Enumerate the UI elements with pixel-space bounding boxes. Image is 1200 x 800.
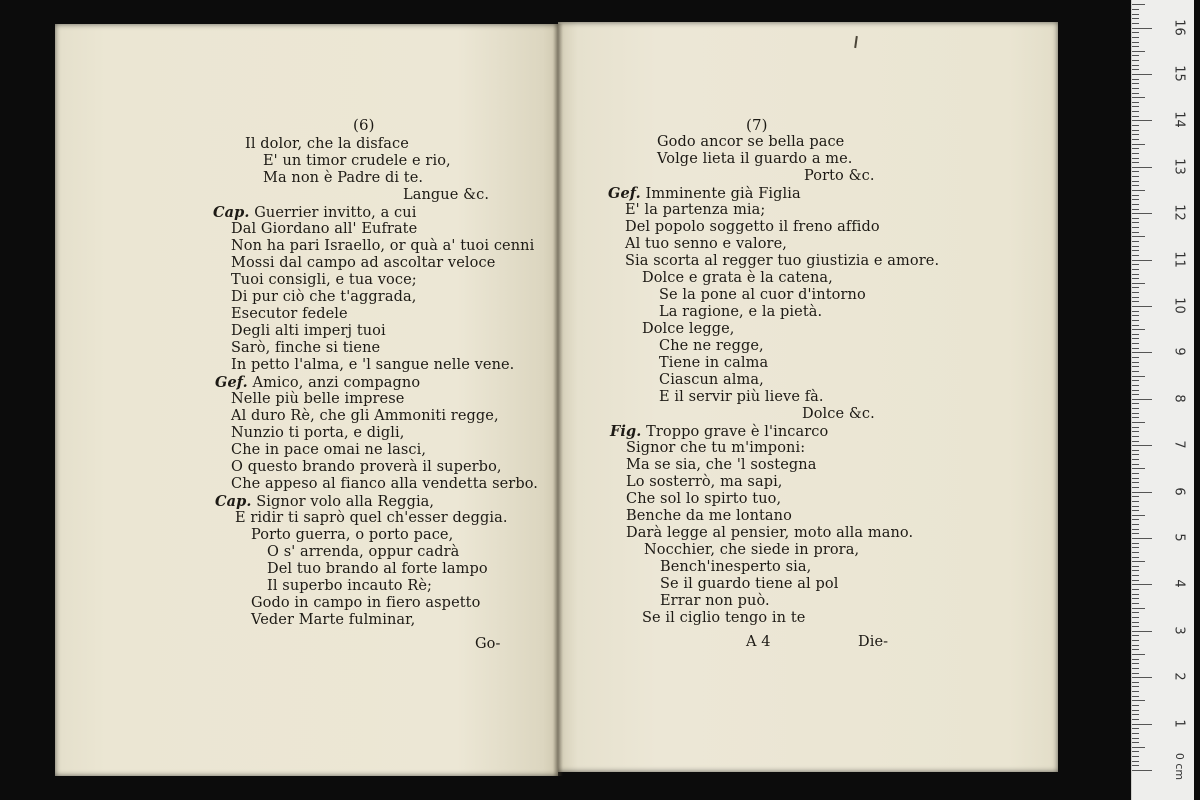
- ruler-tick: [1132, 468, 1145, 469]
- speaker-tag: Cap.: [213, 204, 250, 221]
- verse-line: Che ne regge,: [659, 338, 764, 354]
- book-gutter: [553, 24, 563, 776]
- ruler-tick: [1132, 42, 1139, 43]
- speaker-line: Gef. Imminente già Figlia: [608, 185, 801, 202]
- verse-line: In petto l'alma, e 'l sangue nelle vene.: [231, 357, 515, 373]
- verse-line: Al tuo senno e valore,: [625, 236, 787, 252]
- speaker-tag: Gef.: [215, 374, 248, 391]
- verse-line: Al duro Rè, che gli Ammoniti regge,: [231, 408, 499, 424]
- ruler-tick: [1132, 673, 1139, 674]
- verse-line: Ciascun alma,: [659, 372, 764, 388]
- ruler-tick: [1132, 190, 1145, 191]
- ruler-number: 1: [1171, 719, 1187, 728]
- ruler-tick: [1132, 640, 1139, 641]
- ruler-tick: [1132, 677, 1152, 678]
- ruler-number: 6: [1171, 487, 1187, 496]
- ruler-tick: [1132, 79, 1139, 80]
- ruler-tick: [1132, 348, 1139, 349]
- ruler-tick: [1132, 181, 1139, 182]
- stage-direction: Langue &c.: [403, 187, 490, 203]
- verse-line: O questo brando proverà il superbo,: [231, 459, 502, 475]
- verse-line: O s' arrenda, oppur cadrà: [267, 544, 460, 560]
- verse-line: Nocchier, che siede in prora,: [644, 542, 860, 558]
- verse-line: Di pur ciò che t'aggrada,: [231, 289, 417, 305]
- ruler-tick: [1132, 631, 1152, 632]
- ruler-tick: [1132, 454, 1139, 455]
- ruler-tick: [1132, 255, 1139, 256]
- ruler-tick: [1132, 515, 1145, 516]
- ruler-number: 14: [1171, 111, 1187, 128]
- ruler-tick: [1132, 385, 1139, 386]
- ruler-tick: [1132, 594, 1139, 595]
- verse-line: Dolce legge,: [642, 321, 735, 337]
- ruler-tick: [1132, 464, 1139, 465]
- ruler-tick: [1132, 751, 1139, 752]
- ruler-tick: [1132, 612, 1139, 613]
- ruler-number: 4: [1171, 579, 1187, 588]
- ruler-tick: [1132, 297, 1139, 298]
- ruler-tick: [1132, 371, 1139, 372]
- stage-direction: Dolce &c.: [802, 406, 875, 422]
- verse-line: Dal Giordano all' Eufrate: [231, 221, 418, 237]
- ruler-tick: [1132, 533, 1139, 534]
- ruler-tick: [1132, 139, 1139, 140]
- ruler-tick: [1132, 492, 1152, 493]
- verse-line: Ma non è Padre di te.: [263, 170, 424, 186]
- ruler-tick: [1132, 134, 1139, 135]
- verse-line: Tuoi consigli, e tua voce;: [231, 272, 417, 288]
- ruler-tick: [1132, 659, 1139, 660]
- ruler-tick: [1132, 742, 1139, 743]
- ruler-tick: [1132, 654, 1145, 655]
- verse-line: Nelle più belle imprese: [231, 391, 405, 407]
- ruler-tick: [1132, 55, 1139, 56]
- ruler-tick: [1132, 557, 1139, 558]
- ruler-tick: [1132, 719, 1139, 720]
- ruler-tick: [1132, 199, 1139, 200]
- ruler-tick: [1132, 626, 1139, 627]
- ruler-tick: [1132, 459, 1139, 460]
- ruler-tick: [1132, 714, 1139, 715]
- ruler-tick: [1132, 473, 1139, 474]
- ruler-tick: [1132, 756, 1139, 757]
- ruler-tick: [1132, 74, 1152, 75]
- ruler-number: 10: [1171, 297, 1187, 314]
- verse-line: Volge lieta il guardo a me.: [657, 151, 853, 167]
- ruler-number: 12: [1171, 204, 1187, 221]
- verse-line: Godo in campo in fiero aspetto: [251, 595, 481, 611]
- verse-line: La ragione, e la pietà.: [659, 304, 823, 320]
- speaker-line: Fig. Troppo grave è l'incarco: [610, 423, 829, 440]
- signature-mark: A 4: [746, 634, 771, 650]
- ruler-tick: [1132, 700, 1145, 701]
- ruler-tick: [1132, 185, 1139, 186]
- ruler-tick: [1132, 14, 1139, 15]
- ruler-tick: [1132, 260, 1152, 261]
- ruler-tick: [1132, 413, 1139, 414]
- verse-line: E' un timor crudele e rio,: [263, 153, 451, 169]
- verse-line: Benche da me lontano: [626, 508, 792, 524]
- ruler-number: 2: [1171, 672, 1187, 681]
- ruler-tick: [1132, 232, 1139, 233]
- ruler-unit-label: 0 cm: [1173, 752, 1187, 781]
- verse-line: Il dolor, che la disface: [245, 136, 409, 152]
- verse-line: E ridir ti saprò quel ch'esser deggia.: [235, 510, 508, 526]
- verse-line: Lo sosterrò, ma sapi,: [626, 474, 783, 490]
- ruler-tick: [1132, 311, 1139, 312]
- ruler-tick: [1132, 144, 1145, 145]
- ruler-number: 11: [1171, 251, 1187, 268]
- ruler-tick: [1132, 575, 1139, 576]
- ruler-tick: [1132, 37, 1139, 38]
- ruler-tick: [1132, 635, 1139, 636]
- ruler-tick: [1132, 598, 1139, 599]
- ruler-tick: [1132, 519, 1139, 520]
- ruler-tick: [1132, 450, 1139, 451]
- ruler-tick: [1132, 246, 1139, 247]
- ruler-number: 16: [1171, 19, 1187, 36]
- ruler-tick: [1132, 501, 1139, 502]
- ruler-tick: [1132, 376, 1145, 377]
- ruler-tick: [1132, 399, 1152, 400]
- ruler-tick: [1132, 649, 1139, 650]
- verse-line: Signor che tu m'imponi:: [626, 440, 806, 456]
- ruler-tick: [1132, 390, 1139, 391]
- speaker-line: Cap. Guerrier invitto, a cui: [213, 204, 417, 221]
- verse-line: Se il guardo tiene al pol: [660, 576, 839, 592]
- verse-line: Che in pace omai ne lasci,: [231, 442, 427, 458]
- speaker-line: Cap. Signor volo alla Reggia,: [215, 493, 435, 510]
- ruler-tick: [1132, 765, 1139, 766]
- ruler-tick: [1132, 264, 1139, 265]
- ruler-tick: [1132, 204, 1139, 205]
- ruler-tick: [1132, 46, 1139, 47]
- ruler-tick: [1132, 552, 1139, 553]
- ruler-tick: [1132, 334, 1139, 335]
- ruler-number: 3: [1171, 626, 1187, 635]
- speaker-tag: Gef.: [608, 185, 641, 202]
- ruler-tick: [1132, 738, 1139, 739]
- speaker-line: Gef. Amico, anzi compagno: [215, 374, 421, 391]
- ruler-tick: [1132, 603, 1139, 604]
- ruler-tick: [1132, 69, 1139, 70]
- ruler-tick: [1132, 60, 1139, 61]
- ruler-tick: [1132, 315, 1139, 316]
- ruler-tick: [1132, 153, 1139, 154]
- ruler-tick: [1132, 441, 1139, 442]
- verse-line: Esecutor fedele: [231, 306, 348, 322]
- verse-line: Non ha pari Israello, or quà a' tuoi cenni: [231, 238, 535, 254]
- ruler-tick: [1132, 770, 1152, 771]
- ruler-tick: [1132, 617, 1139, 618]
- ruler-tick: [1132, 241, 1139, 242]
- ruler-number: 7: [1171, 440, 1187, 449]
- ruler-tick: [1132, 195, 1139, 196]
- verse-line: Del popolo soggetto il freno affido: [625, 219, 880, 235]
- ruler-tick: [1132, 543, 1139, 544]
- ruler-tick: [1132, 83, 1139, 84]
- ruler-tick: [1132, 320, 1139, 321]
- ruler-tick: [1132, 478, 1139, 479]
- ruler-tick: [1132, 93, 1139, 94]
- stage-direction: Porto &c.: [804, 168, 875, 184]
- verse-line: Bench'inesperto sia,: [660, 559, 812, 575]
- ruler-tick: [1132, 283, 1145, 284]
- ruler-tick: [1132, 102, 1139, 103]
- ruler-tick: [1132, 668, 1139, 669]
- ruler-tick: [1132, 65, 1139, 66]
- speaker-tag: Fig.: [610, 423, 642, 440]
- page-number-left: (6): [353, 116, 375, 134]
- verse-line: Del tuo brando al forte lampo: [267, 561, 488, 577]
- ruler-tick: [1132, 547, 1139, 548]
- ruler-tick: [1132, 4, 1145, 5]
- ruler-tick: [1132, 158, 1139, 159]
- ruler-tick: [1132, 538, 1152, 539]
- ruler-tick: [1132, 427, 1139, 428]
- verse-line: Sarò, finche si tiene: [231, 340, 381, 356]
- ruler-tick: [1132, 408, 1139, 409]
- ruler-tick: [1132, 510, 1139, 511]
- verse-line: Mossi dal campo ad ascoltar veloce: [231, 255, 496, 271]
- ruler-tick: [1132, 176, 1139, 177]
- verse-line: Il superbo incauto Rè;: [267, 578, 432, 594]
- verse-line: Errar non può.: [660, 593, 770, 609]
- verse-line: Nunzio ti porta, e digli,: [231, 425, 405, 441]
- ruler-tick: [1132, 422, 1145, 423]
- catchword: Die-: [858, 634, 889, 650]
- ruler-tick: [1132, 278, 1139, 279]
- ruler-tick: [1132, 696, 1139, 697]
- ruler-tick: [1132, 506, 1139, 507]
- catchword: Go-: [475, 636, 501, 652]
- ruler-tick: [1132, 301, 1139, 302]
- ruler-tick: [1132, 733, 1139, 734]
- verse-line: Se la pone al cuor d'intorno: [659, 287, 866, 303]
- ruler-tick: [1132, 329, 1145, 330]
- ruler-tick: [1132, 32, 1139, 33]
- ruler-tick: [1132, 570, 1139, 571]
- verse-line: Veder Marte fulminar,: [251, 612, 416, 628]
- verse-line: E il servir più lieve fà.: [659, 389, 824, 405]
- ruler-tick: [1132, 566, 1139, 567]
- ruler-number: 13: [1171, 158, 1187, 175]
- ruler-tick: [1132, 352, 1152, 353]
- verse-line: Darà legge al pensier, moto alla mano.: [626, 525, 914, 541]
- verse-line: Godo ancor se bella pace: [657, 134, 845, 150]
- ruler-tick: [1132, 529, 1139, 530]
- ruler-tick: [1132, 728, 1139, 729]
- ruler-tick: [1132, 686, 1139, 687]
- ruler-tick: [1132, 366, 1139, 367]
- ruler-tick: [1132, 130, 1139, 131]
- ruler-tick: [1132, 125, 1139, 126]
- ruler-tick: [1132, 51, 1145, 52]
- ruler-tick: [1132, 250, 1139, 251]
- right-page: [558, 22, 1058, 772]
- verse-line: Degli alti imperj tuoi: [231, 323, 386, 339]
- ruler-tick: [1132, 482, 1139, 483]
- ruler-tick: [1132, 580, 1139, 581]
- ruler-tick: [1132, 269, 1139, 270]
- ruler-tick: [1132, 9, 1139, 10]
- ruler-tick: [1132, 306, 1152, 307]
- ruler-tick: [1132, 524, 1139, 525]
- verse-line: E' la partenza mia;: [625, 202, 766, 218]
- ruler-tick: [1132, 380, 1139, 381]
- ruler-tick: [1132, 357, 1139, 358]
- ruler-tick: [1132, 325, 1139, 326]
- ruler-tick: [1132, 236, 1145, 237]
- ruler-tick: [1132, 691, 1139, 692]
- verse-line: Che sol lo spirto tuo,: [626, 491, 782, 507]
- ruler-tick: [1132, 682, 1139, 683]
- ruler-tick: [1132, 589, 1139, 590]
- verse-line: Se il ciglio tengo in te: [642, 610, 806, 626]
- ruler-tick: [1132, 287, 1139, 288]
- ruler-tick: [1132, 111, 1139, 112]
- ruler-number: 8: [1171, 394, 1187, 403]
- ruler-tick: [1132, 222, 1139, 223]
- ruler-tick: [1132, 445, 1152, 446]
- ruler-tick: [1132, 487, 1139, 488]
- ruler-tick: [1132, 608, 1145, 609]
- ruler-tick: [1132, 88, 1139, 89]
- ruler-tick: [1132, 747, 1145, 748]
- ruler-tick: [1132, 213, 1152, 214]
- ruler-tick: [1132, 162, 1139, 163]
- ruler-tick: [1132, 362, 1139, 363]
- verse-line: Porto guerra, o porto pace,: [251, 527, 454, 543]
- ruler-tick: [1132, 417, 1139, 418]
- ruler-number: 9: [1171, 347, 1187, 356]
- ruler-tick: [1132, 23, 1139, 24]
- ruler-tick: [1132, 496, 1139, 497]
- ruler-tick: [1132, 116, 1139, 117]
- ruler-number: 5: [1171, 533, 1187, 542]
- ruler-tick: [1132, 724, 1152, 725]
- ruler-tick: [1132, 761, 1139, 762]
- ruler-tick: [1132, 292, 1139, 293]
- ruler-tick: [1132, 561, 1145, 562]
- ruler-tick: [1132, 167, 1152, 168]
- ruler-tick: [1132, 394, 1139, 395]
- ruler-tick: [1132, 209, 1139, 210]
- verse-line: Tiene in calma: [659, 355, 769, 371]
- ruler-tick: [1132, 645, 1139, 646]
- ruler-tick: [1132, 218, 1139, 219]
- ruler-tick: [1132, 584, 1152, 585]
- ruler-tick: [1132, 97, 1145, 98]
- ruler-tick: [1132, 622, 1139, 623]
- ruler-tick: [1132, 28, 1152, 29]
- ruler-tick: [1132, 18, 1139, 19]
- verse-line: Sia scorta al regger tuo giustizia e amore.: [625, 253, 940, 269]
- ruler-tick: [1132, 338, 1139, 339]
- ruler-tick: [1132, 343, 1139, 344]
- speaker-tag: Cap.: [215, 493, 252, 510]
- ruler-tick: [1132, 171, 1139, 172]
- ruler-tick: [1132, 710, 1139, 711]
- ruler-tick: [1132, 148, 1139, 149]
- ruler-tick: [1132, 274, 1139, 275]
- left-page: [55, 24, 558, 776]
- ruler-number: 15: [1171, 65, 1187, 82]
- ruler-tick: [1132, 227, 1139, 228]
- ruler-tick: [1132, 120, 1152, 121]
- measuring-ruler: [1131, 0, 1194, 800]
- verse-line: Ma se sia, che 'l sostegna: [626, 457, 817, 473]
- ruler-tick: [1132, 106, 1139, 107]
- ruler-tick: [1132, 705, 1139, 706]
- ruler-tick: [1132, 436, 1139, 437]
- verse-line: Che appeso al fianco alla vendetta serbo.: [231, 476, 539, 492]
- page-number-right: (7): [746, 116, 768, 134]
- ruler-tick: [1132, 663, 1139, 664]
- ruler-tick: [1132, 431, 1139, 432]
- ruler-tick: [1132, 403, 1139, 404]
- verse-line: Dolce e grata è la catena,: [642, 270, 833, 286]
